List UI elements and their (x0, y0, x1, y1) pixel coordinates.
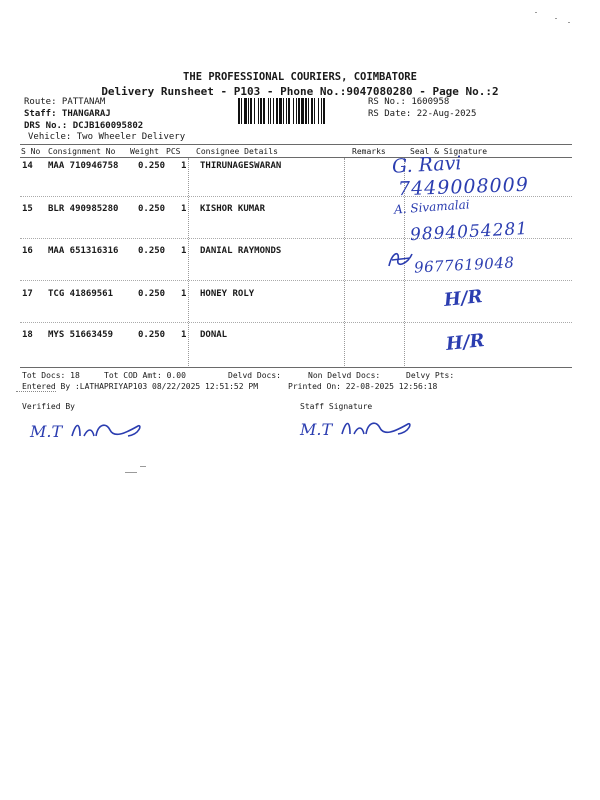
col-header-weight: Weight (130, 147, 159, 156)
row-sno: 17 (22, 289, 33, 299)
row-pcs: 1 (181, 204, 187, 214)
row-divider (20, 322, 572, 323)
col-header-consignee: Consignee Details (196, 147, 278, 156)
handwritten-name-1: G. Ravi (391, 152, 462, 178)
row-sno: 15 (22, 204, 33, 214)
delivery-points: Delvy Pts: (406, 371, 455, 380)
row-consignee: DONAL (200, 330, 228, 340)
row-pcs: 1 (181, 161, 187, 171)
col-header-remarks: Remarks (352, 147, 386, 156)
col-header-sno: S No (21, 147, 41, 156)
row-weight: 0.250 (138, 289, 166, 299)
staff-signature (298, 412, 418, 444)
staff-signature-label: Staff Signature (300, 402, 373, 411)
handwritten-hr-2: H/R (445, 330, 486, 355)
row-sno: 16 (22, 246, 33, 256)
scribble-signature-icon (386, 248, 416, 270)
col-header-consignment: Consignment No (48, 147, 116, 156)
row-consignee: DANIAL RAYMONDS (200, 246, 282, 256)
non-delivered-docs: Non Delvd Docs: (308, 371, 381, 380)
handwritten-name-2: A. Sivamalai (393, 197, 471, 217)
handwritten-hr-1: H/R (443, 286, 484, 311)
scan-speck (568, 22, 570, 23)
row-consignee: THIRUNAGESWARAN (200, 161, 282, 171)
row-pcs: 1 (181, 330, 187, 340)
row-sno: 18 (22, 330, 33, 340)
scan-speck (555, 18, 557, 19)
total-cod-amount: Tot COD Amt: 0.00 (104, 371, 186, 380)
handwritten-phone-1: 7449008009 (397, 173, 530, 201)
row-pcs: 1 (181, 246, 187, 256)
printed-on: Printed On: 22-08-2025 12:56:18 (288, 382, 438, 391)
table-bottom-rule (20, 367, 572, 368)
row-pcs: 1 (181, 289, 187, 299)
runsheet-subtitle: Delivery Runsheet - P103 - Phone No.:9047080280 - Page No.:2 (101, 85, 499, 98)
staff-signature-text: M.T (300, 420, 333, 439)
column-separator (344, 158, 345, 368)
row-weight: 0.250 (138, 330, 166, 340)
delivered-docs: Delvd Docs: (228, 371, 281, 380)
drs-number: DRS No.: DCJB160095802 (24, 121, 144, 131)
route-label: Route: PATTANAM (24, 97, 106, 107)
verified-by-label: Verified By (22, 402, 75, 411)
row-consignee: HONEY ROLY (200, 289, 255, 299)
verified-signature (28, 414, 148, 446)
row-consignment: TCG 41869561 (48, 289, 114, 299)
row-sno: 14 (22, 161, 33, 171)
table-top-rule (20, 144, 572, 145)
rs-number: RS No.: 1600958 (368, 97, 450, 107)
verified-signature-text: M.T (30, 422, 63, 441)
handwritten-phone-2: 9894054281 (409, 218, 529, 246)
table-header-rule (20, 157, 572, 158)
row-consignment: MAA 651316316 (48, 246, 119, 256)
scan-speck (140, 466, 146, 467)
staff-label: Staff: THANGARAJ (24, 109, 111, 119)
vehicle-label: Vehicle: Two Wheeler Delivery (28, 132, 186, 142)
barcode-image (238, 98, 366, 124)
rs-date: RS Date: 22-Aug-2025 (368, 109, 477, 119)
scan-speck (535, 12, 537, 13)
row-consignment: MYS 51663459 (48, 330, 114, 340)
col-header-seal: Seal & Signature (410, 147, 488, 156)
row-weight: 0.250 (138, 246, 166, 256)
row-consignment: BLR 490985280 (48, 204, 119, 214)
row-consignment: MAA 710946758 (48, 161, 119, 171)
column-separator (188, 158, 189, 368)
row-consignee: KISHOR KUMAR (200, 204, 266, 214)
scan-speck (125, 472, 137, 473)
company-title: THE PROFESSIONAL COURIERS, COIMBATORE (183, 71, 417, 83)
entered-by: Entered By :LATHAPRIYAP103 08/22/2025 12:51:52 PM (22, 382, 259, 391)
row-weight: 0.250 (138, 204, 166, 214)
row-weight: 0.250 (138, 161, 166, 171)
footer-dash (16, 391, 56, 392)
handwritten-phone-3: 9677619048 (413, 253, 515, 277)
col-header-pcs: PCS (166, 147, 181, 156)
row-divider (20, 280, 572, 281)
total-docs: Tot Docs: 18 (22, 371, 80, 380)
